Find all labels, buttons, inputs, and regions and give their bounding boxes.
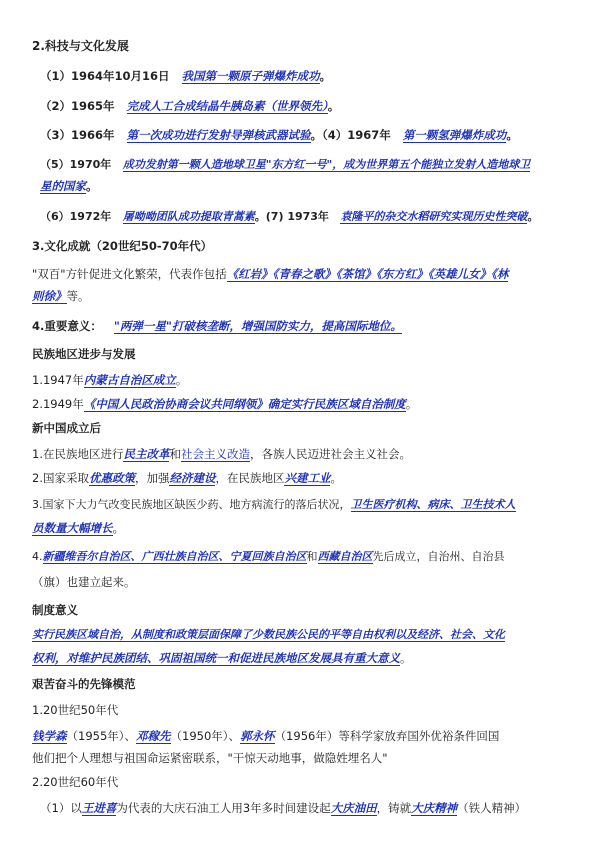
pioneers-scientists: 钱学森（1955年）、邓稼先（1950年）、郭永怀（1956年）等科学家放弃国外优裕条件回国 xyxy=(32,729,500,743)
newchina-item-3-cont: 员数量大幅增长。 xyxy=(32,521,124,535)
system-text-2: 权利，对维护民族团结、巩固祖国统一和促进民族地区发展具有重大意义。 xyxy=(32,651,412,665)
science-item-1: （1）1964年10月16日 我国第一颗原子弹爆炸成功。 xyxy=(40,69,332,83)
newchina-item-3: 3.国家下大力气改变民族地区缺医少药、地方病流行的落后状况，卫生医疗机构、病床、卫生技术人 xyxy=(32,498,516,511)
newchina-item-4: 4.新疆维吾尔自治区、广西壮族自治区、宁夏回族自治区和西藏自治区先后成立，自治州、自治县 xyxy=(32,550,505,563)
culture-intro: "双百"方针促进文化繁荣，代表作包括《红岩》《青春之歌》《茶馆》《东方红》《英雄儿女》《林 xyxy=(32,267,509,281)
system-text-1: 实行民族区域自治，从制度和政策层面保障了少数民族公民的平等自由权利以及经济、社会、文化 xyxy=(32,628,505,641)
science-item-5-cont: 星的国家。 xyxy=(40,179,98,193)
newchina-item-1: 1.在民族地区进行民主改革和社会主义改造，各族人民迈进社会主义社会。 xyxy=(32,447,411,461)
significance-line: 4.重要意义： "两弹一星"打破核垄断，增强国防实力，提高国际地位。 xyxy=(32,319,402,333)
section-heading-ethnic: 民族地区进步与发展 xyxy=(32,347,136,361)
pioneers-sub-60s: 2.20世纪60年代 xyxy=(32,775,119,789)
newchina-item-2: 2.国家采取优惠政策，加强经济建设，在民族地区兴建工业。 xyxy=(32,471,342,485)
section-heading-system: 制度意义 xyxy=(32,603,78,617)
science-item-2: （2）1965年 完成人工合成结晶牛胰岛素（世界领先）。 xyxy=(40,99,340,113)
science-item-3-4: （3）1966年 第一次成功进行发射导弹核武器试验。（4）1967年 第一颗氢弹爆炸成功。 xyxy=(40,128,518,142)
science-item-6-7: （6）1972年 屠呦呦团队成功提取青蒿素。(7) 1973年 袁隆平的杂交水稻研究实现历史性突破。 xyxy=(40,210,539,223)
section-heading-newchina: 新中国成立后 xyxy=(32,421,101,435)
section-heading-science: 2.科技与文化发展 xyxy=(32,39,129,53)
pioneers-sub-50s: 1.20世纪50年代 xyxy=(32,703,119,717)
culture-intro-cont: 则徐》等。 xyxy=(32,289,90,303)
newchina-item-4-cont: （旗）也建立起来。 xyxy=(32,575,136,589)
pioneers-quote: 他们把个人理想与祖国命运紧密联系，"干惊天动地事，做隐姓埋名人" xyxy=(32,751,388,765)
science-item-5: （5）1970年 成功发射第一颗人造地球卫星"东方红一号"，成为世界第五个能独立发射人造地球卫 xyxy=(40,158,531,171)
section-heading-pioneers: 艰苦奋斗的先锋模范 xyxy=(32,677,136,691)
ethnic-item-1: 1.1947年内蒙古自治区成立。 xyxy=(32,373,188,387)
pioneers-daqing: （1）以王进喜为代表的大庆石油工人用3年多时间建设起大庆油田，铸就大庆精神（铁人精神） xyxy=(40,801,527,815)
section-heading-culture: 3.文化成就（20世纪50-70年代） xyxy=(32,239,213,253)
ethnic-item-2: 2.1949年《中国人民政治协商会议共同纲领》确定实行民族区域自治制度。 xyxy=(32,397,418,411)
